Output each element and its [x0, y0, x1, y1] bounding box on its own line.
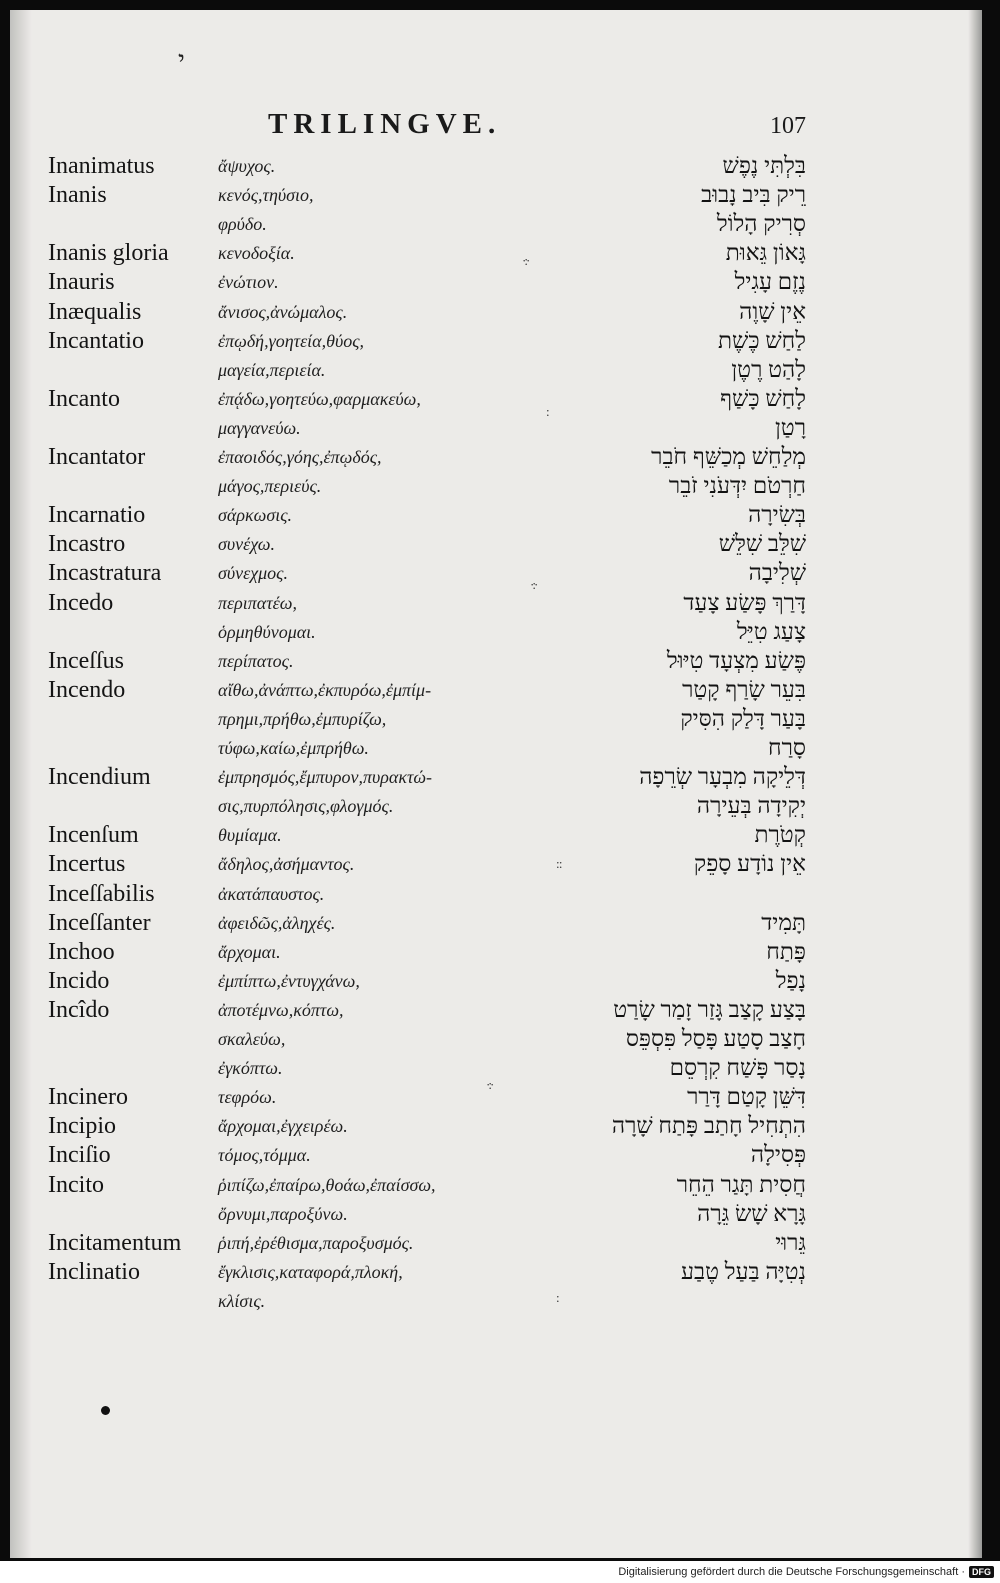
- greek-equivalent: ὄρνυμι,παροξύνω.: [218, 1203, 348, 1224]
- dictionary-row: [10, 764, 982, 793]
- dictionary-row: [10, 997, 982, 1026]
- hebrew-equivalent: סְרִיק הָלוֹל: [716, 211, 806, 237]
- greek-equivalent: κενός,τηύσιο,: [218, 185, 314, 206]
- hebrew-equivalent: פָּתַח: [766, 938, 806, 964]
- latin-headword: Inceſſanter: [48, 909, 151, 936]
- hebrew-equivalent: שְׁלִיבָה: [748, 560, 806, 586]
- dictionary-row: [10, 706, 982, 735]
- running-title: TRILINGVE.: [268, 108, 502, 140]
- footer-credit: Digitalisierung gefördert durch die Deutsche Forschungsgemeinschaft ·: [618, 1566, 965, 1578]
- greek-equivalent: σάρκωσις.: [218, 505, 292, 526]
- latin-headword: Incipio: [48, 1113, 116, 1140]
- dictionary-row: [10, 415, 982, 444]
- latin-headword: Incinero: [48, 1084, 128, 1111]
- greek-equivalent: ἐμπίπτω,ἐντυγχάνω,: [218, 970, 360, 991]
- latin-headword: Incido: [48, 967, 110, 994]
- latin-headword: Incîdo: [48, 996, 110, 1023]
- latin-headword: Incarnatio: [48, 502, 146, 529]
- printer-dots-icon: : :: [556, 856, 561, 871]
- hebrew-equivalent: אֵין שָׁוֶה: [739, 298, 806, 324]
- dictionary-row: [10, 328, 982, 357]
- dictionary-row: [10, 444, 982, 473]
- greek-equivalent: μάγος,περιεύς.: [218, 476, 322, 497]
- dictionary-row: [10, 299, 982, 328]
- hebrew-equivalent: שִׁלֵּב שִׁלֵּשׁ: [718, 531, 806, 557]
- greek-equivalent: θυμίαμα.: [218, 825, 282, 846]
- latin-headword: Incastro: [48, 531, 126, 558]
- dictionary-row: [10, 357, 982, 386]
- greek-equivalent: ἄψυχος.: [218, 156, 276, 176]
- dictionary-row: [10, 1026, 982, 1055]
- dictionary-row: [10, 531, 982, 560]
- greek-equivalent: μαγγανεύω.: [218, 417, 301, 438]
- hebrew-equivalent: רָטַן: [774, 414, 806, 440]
- dictionary-row: [10, 648, 982, 677]
- greek-equivalent: τόμος,τόμμα.: [218, 1145, 311, 1166]
- latin-headword: Inceſſabilis: [48, 880, 155, 907]
- greek-equivalent: σις,πυρπόλησις,φλογμός.: [218, 796, 394, 817]
- hebrew-equivalent: גָּרָא שָׁשׂ גֵּרָה: [697, 1200, 806, 1226]
- dictionary-row: [10, 910, 982, 939]
- dictionary-row: [10, 240, 982, 269]
- dictionary-row: [10, 269, 982, 298]
- greek-equivalent: ἄρχομαι.: [218, 941, 281, 962]
- hebrew-equivalent: בְּשִׂירָה: [748, 502, 806, 528]
- hebrew-equivalent: גָּאוֹן גֵּאוּת: [725, 240, 806, 266]
- dictionary-row: [10, 822, 982, 851]
- greek-equivalent: τύφω,καίω,ἐμπρήθω.: [218, 738, 369, 758]
- printer-dots-icon: ·:·: [522, 253, 529, 268]
- latin-headword: Incito: [48, 1171, 104, 1198]
- hebrew-equivalent: רֵיק בִּיב נָבוּב: [701, 182, 806, 208]
- hebrew-equivalent: מְלַחֵשׁ מְכַשֵּׁף חֹבֵר: [651, 444, 806, 469]
- dictionary-row: [10, 1172, 982, 1201]
- dictionary-row: [10, 1055, 982, 1084]
- hebrew-equivalent: דְּלֵיקָה מִבְעָר שְׂרֵפָה: [639, 764, 806, 790]
- hebrew-equivalent: פְּסִילָה: [750, 1142, 806, 1168]
- latin-headword: Incastratura: [48, 560, 162, 587]
- hebrew-equivalent: נָפַל: [775, 967, 806, 993]
- greek-equivalent: κλίσις.: [218, 1290, 266, 1311]
- hebrew-equivalent: הִתְחִיל חָתַב פָּתַח שָׁרָה: [611, 1113, 806, 1139]
- latin-headword: Incendo: [48, 676, 126, 703]
- dictionary-row: [10, 153, 982, 182]
- hebrew-equivalent: חֲסִית תָּגַר הֵחֵר: [676, 1171, 806, 1197]
- latin-headword: Inauris: [48, 269, 115, 296]
- latin-headword: Incanto: [48, 385, 120, 412]
- hebrew-equivalent: בָּצַע קָצַב גָּזַר זָמַר שָׂרַט: [613, 996, 806, 1022]
- dfg-logo-icon: DFG: [969, 1566, 994, 1578]
- hebrew-equivalent: חָצַב סָטַע פָּסַל פִּסְפֵּס: [625, 1026, 806, 1051]
- greek-equivalent: φρύδο.: [218, 214, 267, 235]
- greek-equivalent: αἴθω,ἀνάπτω,ἐκπυρόω,ἐμπίμ-: [218, 679, 432, 700]
- latin-headword: Inanimatus: [48, 153, 155, 179]
- hebrew-equivalent: אֵין נוֹדָע סָפֵק: [693, 851, 806, 877]
- greek-equivalent: μαγεία,περιεία.: [218, 359, 326, 380]
- hebrew-equivalent: קְטֹרֶת: [754, 822, 806, 848]
- dictionary-row: [10, 182, 982, 211]
- greek-equivalent: περίπατος.: [218, 650, 294, 671]
- dictionary-row: [10, 851, 982, 880]
- dictionary-row: [10, 386, 982, 415]
- greek-equivalent: ῥιπίζω,ἐπαίρω,θοάω,ἐπαίσσω,: [218, 1174, 436, 1195]
- hebrew-equivalent: יְקִידָה בְּעֵירָה: [696, 793, 806, 819]
- dictionary-row: [10, 1230, 982, 1259]
- dictionary-row: [10, 677, 982, 706]
- greek-equivalent: ἄρχομαι,ἐγχειρέω.: [218, 1116, 348, 1137]
- dictionary-row: [10, 1142, 982, 1171]
- latin-headword: Inæqualis: [48, 298, 142, 325]
- latin-headword: Incendium: [48, 764, 151, 791]
- greek-equivalent: κενοδοξία.: [218, 243, 295, 264]
- greek-equivalent: ἀκατάπαυστος.: [218, 883, 325, 904]
- latin-headword: Inclinatio: [48, 1258, 140, 1285]
- printer-dots-icon: ·:·: [530, 577, 537, 592]
- dictionary-row: [10, 793, 982, 822]
- latin-headword: Incertus: [48, 851, 126, 878]
- latin-headword: Incitamentum: [48, 1229, 182, 1256]
- dictionary-row: [10, 1084, 982, 1113]
- page-number: 107: [770, 113, 806, 139]
- latin-headword: Incedo: [48, 589, 114, 616]
- hebrew-equivalent: נָסַר פָּשַׁח קִרְסֵם: [669, 1055, 806, 1081]
- greek-equivalent: ἐνώτιον.: [218, 272, 279, 293]
- greek-equivalent: ἀφειδῶς,ἀληχές.: [218, 912, 336, 933]
- hebrew-equivalent: לַחַשׁ כֶּשֶׁת: [718, 327, 806, 353]
- greek-equivalent: τεφρόω.: [218, 1087, 277, 1108]
- dictionary-row: [10, 881, 982, 910]
- greek-equivalent: σύνεχμος.: [218, 563, 288, 584]
- greek-equivalent: ἐπᾴδω,γοητεύω,φαρμακεύω,: [218, 388, 421, 409]
- greek-equivalent: ἀποτέμνω,κόπτω,: [218, 999, 344, 1020]
- greek-equivalent: σκαλεύω,: [218, 1029, 286, 1049]
- dictionary-row: [10, 735, 982, 764]
- greek-equivalent: ἐπῳδή,γοητεία,θύος,: [218, 330, 365, 351]
- book-page: [10, 10, 982, 1558]
- latin-headword: Inanis: [48, 182, 107, 209]
- greek-equivalent: ἄδηλος,ἀσήμαντος.: [218, 854, 355, 875]
- ink-dot: [101, 1406, 110, 1415]
- greek-equivalent: πρημι,πρήθω,ἐμπυρίζω,: [218, 708, 387, 729]
- dictionary-row: [10, 1288, 982, 1317]
- hebrew-equivalent: בָּעַר דָּלַק הִסִּיק: [680, 705, 806, 731]
- greek-equivalent: περιπατέω,: [218, 592, 297, 613]
- hebrew-equivalent: בִּלְתִּי נֶפֶשׁ: [722, 153, 806, 178]
- latin-headword: Incenſum: [48, 822, 139, 849]
- latin-headword: Inceſſus: [48, 647, 124, 674]
- hebrew-equivalent: לָהַט רֶטֶן: [731, 356, 806, 382]
- dictionary-row: [10, 211, 982, 240]
- dictionary-row: [10, 502, 982, 531]
- latin-headword: Inchoo: [48, 938, 115, 965]
- hebrew-equivalent: נְטִיָּה בַּעַל טֶבַע: [681, 1258, 806, 1284]
- dictionary-row: [10, 939, 982, 968]
- hebrew-equivalent: נֶזֶם עָגִיל: [734, 269, 806, 295]
- dictionary-row: [10, 473, 982, 502]
- greek-equivalent: συνέχω.: [218, 534, 275, 555]
- hebrew-equivalent: דָּרַךְ פָּשַׂע צָעַד: [683, 589, 806, 615]
- dictionary-row: [10, 619, 982, 648]
- dictionary-row: [10, 590, 982, 619]
- hebrew-equivalent: פֶּשַׂע מִצְעָד טִיּוּל: [666, 647, 806, 673]
- greek-equivalent: ἐπαοιδός,γόης,ἐπῳδός,: [218, 447, 382, 467]
- greek-equivalent: ἐγκόπτω.: [218, 1058, 283, 1079]
- printer-dots-icon: ·:·: [486, 1077, 493, 1092]
- hebrew-equivalent: גֵּרוּי: [775, 1229, 806, 1255]
- greek-equivalent: ῥιπή,ἐρέθισμα,παροξυσμός.: [218, 1232, 414, 1253]
- hebrew-equivalent: בִּעֵר שָׂרַף קָטַר: [682, 676, 806, 702]
- latin-headword: Incantator: [48, 444, 146, 470]
- greek-equivalent: ἔγκλισις,καταφορά,πλοκή,: [218, 1261, 403, 1282]
- printer-dots-icon: :: [556, 1290, 558, 1305]
- latin-headword: Inanis gloria: [48, 240, 169, 267]
- greek-equivalent: ὁρμηθύνομαι.: [218, 621, 316, 642]
- dictionary-row: [10, 1201, 982, 1230]
- greek-equivalent: ἐμπρησμός,ἔμπυρον,πυρακτώ-: [218, 767, 432, 788]
- dictionary-row: [10, 968, 982, 997]
- dictionary-row: [10, 1113, 982, 1142]
- digitization-footer: [618, 1562, 994, 1582]
- hebrew-equivalent: חַרְטֹם יִדְּעֹנִי זֹבֵר: [668, 473, 806, 499]
- hebrew-equivalent: לָחַשׁ כָּשַׁף: [720, 385, 806, 411]
- latin-headword: Inciſio: [48, 1142, 111, 1169]
- signature-mark: י: [178, 46, 185, 75]
- latin-headword: Incantatio: [48, 327, 144, 354]
- greek-equivalent: ἄνισος,ἀνώμαλος.: [218, 301, 348, 322]
- dictionary-row: [10, 1259, 982, 1288]
- dictionary-row: [10, 560, 982, 589]
- hebrew-equivalent: צָעַג טִיֵּל: [736, 618, 806, 644]
- printer-dots-icon: :: [546, 404, 548, 419]
- hebrew-equivalent: תָּמִיד: [761, 909, 806, 935]
- hebrew-equivalent: סָרַח: [768, 735, 806, 760]
- hebrew-equivalent: דִּשֵּׁן קָטַם דָּרַר: [687, 1084, 806, 1110]
